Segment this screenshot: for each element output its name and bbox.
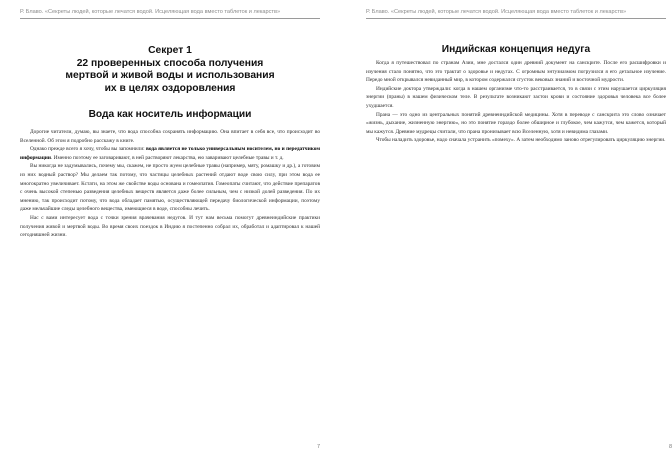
- right-page: [366, 0, 672, 472]
- right-body-text: [366, 59, 666, 145]
- chapter-title-line: их в целях оздоровления: [104, 82, 236, 94]
- running-head: Р. Блаво. «Секреты людей, которые лечатся водой. Исцеляющая вода вместо таблеток и лекарств»: [20, 9, 320, 19]
- paragraph-text: Нас с вами интересует вода с точки зрения врачевания недугов. И тут нам весьма помогут древнеиндийские практики получения живой и мертвой воды. Во время своих поездок в Индию я постепенно собрал их, обработал и адаптировал к нашей сегодняшней жизни.: [20, 214, 320, 239]
- paragraph-text: Дорогие читатели, думаю, вы знаете, что вода способна сохранять информацию. Она впитает в себя все, что происходит во Вселенной. Об этом я подробно расскажу в книге.: [20, 129, 320, 144]
- chapter-title-line: мертвой и живой воды и использования: [65, 70, 275, 82]
- paragraph: [20, 162, 320, 214]
- paragraph: Чтобы наладить здоровье, надо сначала устранить «помеху». А затем необходимо заново отрегулировать циркуляцию энергии.: [376, 137, 666, 144]
- section-title: Вода как носитель информации: [88, 109, 252, 120]
- chapter-title: [20, 45, 320, 95]
- running-head: Р. Блаво. «Секреты людей, которые лечатся водой. Исцеляющая вода вместо таблеток и лекарств»: [366, 9, 666, 19]
- paragraph-text: Однако прежде всего я хочу, чтобы вы запомнили:: [30, 146, 147, 153]
- chapter-title-line: Секрет 1: [148, 45, 192, 56]
- left-body-text: [20, 128, 320, 240]
- chapter-title-line: 22 проверенных способа получения: [76, 57, 264, 69]
- paragraph: Индийские доктора утверждали: когда в нашем организме что-то расстраивается, то в связи с этим нарушается циркуляция энергии (праны) в нашем физическом теле. В результате возникают застои крови и состояние здоровья человека все более ухудшается.: [366, 85, 666, 109]
- section-title: Индийская концепция недуга: [441, 44, 591, 55]
- page-number: 7: [316, 444, 320, 450]
- page-number: 8: [668, 444, 672, 450]
- paragraph-text: Вы никогда не задумывались, почему мы, скажем, не просто жуем целебные травы (например, мяту, ромашку и др.), а готовим из них водный раствор? Мы делаем так потому, что частицы целебных растений отдают воде свою силу, при этом вода ее многократно увеличивает. Кстати, на этом же свойстве воды основана и гомеопатия. Гомеопаты считают, что действие препаратов с очень высокой степенью разведения целебных веществ является даже более сильным, чем с низкой долей разведения. По их мнению, так происходит потому, что вода обладает памятью, осуществляющей передачу биологической информации, поэтому даже мельчайшие следы целебного вещества, имеющиеся в воде, способны лечить.: [20, 163, 320, 213]
- paragraph: [20, 214, 320, 240]
- paragraph: [20, 145, 320, 162]
- paragraph: Прана — это одно из центральных понятий древнеиндийской медицины. Хотя в переводе с санскрита это слово означает «жизнь, дыхание, жизненную энергию», но это понятие гораздо более обширное и глубокое, чем кажутся, чем кажется, который мы кажутся. Древние мудрецы считали, что прана пронизывает всю Вселенную, хотя и невидима глазами.: [366, 111, 666, 135]
- paragraph: [20, 128, 320, 145]
- bold-emphasis: вода является не только универсальным носителем, но и передатчиком информации: [20, 146, 320, 161]
- paragraph-text: . Именно поэтому ее заговаривают, в ней растворяют лекарства, ею заваривают целебные травы и т. д.: [50, 154, 284, 161]
- left-page: [20, 0, 320, 472]
- paragraph: Когда я путешествовал по странам Азии, мне достался один древний документ на санскрите. После его расшифровки и изучения стало понятно, что это трактат о здоровье и недугах. С огромным энтузиазмом погрузился я его детальное изучение. Передо мной открывался невиданный мир, в котором содержался сгусток вековых знаний и восточной мудрости.: [366, 60, 666, 84]
